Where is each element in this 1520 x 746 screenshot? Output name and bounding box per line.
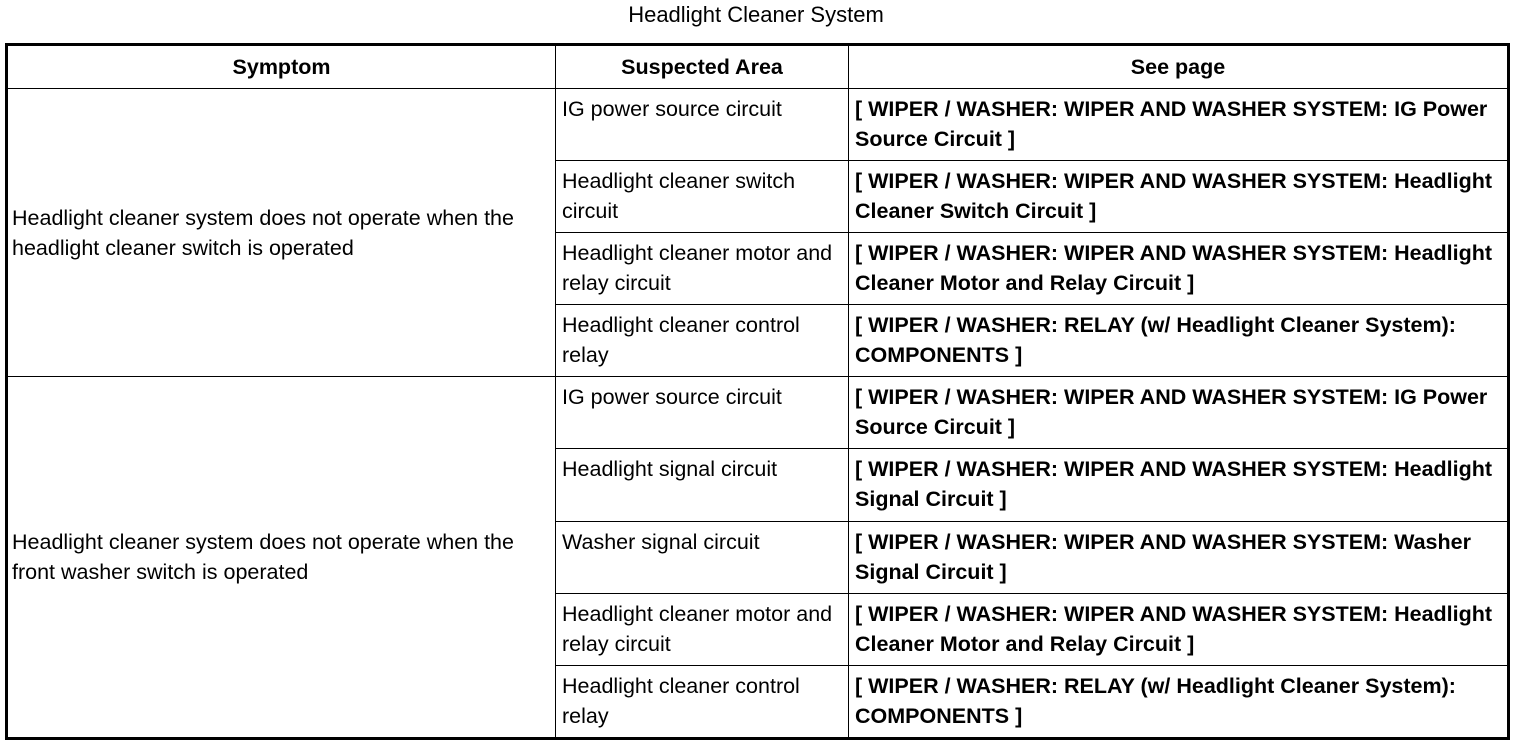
suspected-area-cell: IG power source circuit	[556, 89, 849, 161]
suspected-area-cell: IG power source circuit	[556, 377, 849, 449]
document-title: Headlight Cleaner System	[628, 2, 884, 27]
table-row	[7, 377, 1509, 449]
suspected-area-cell: Headlight signal circuit	[556, 449, 849, 521]
suspected-area-cell: Headlight cleaner control relay	[556, 665, 849, 738]
symptom-cell: Headlight cleaner system does not operate when the headlight cleaner switch is operated	[7, 89, 556, 377]
header-see-page: See page	[849, 45, 1509, 89]
see-page-link[interactable]: [ WIPER / WASHER: RELAY (w/ Headlight Cleaner System): COMPONENTS ]	[849, 305, 1509, 377]
see-page-link[interactable]: [ WIPER / WASHER: WIPER AND WASHER SYSTEM: Headlight Cleaner Switch Circuit ]	[849, 161, 1509, 233]
see-page-link[interactable]: [ WIPER / WASHER: WIPER AND WASHER SYSTEM: Headlight Cleaner Motor and Relay Circuit ]	[849, 233, 1509, 305]
suspected-area-cell: Headlight cleaner motor and relay circuit	[556, 593, 849, 665]
see-page-link[interactable]: [ WIPER / WASHER: WIPER AND WASHER SYSTEM: Headlight Cleaner Motor and Relay Circuit ]	[849, 593, 1509, 665]
header-symptom: Symptom	[7, 45, 556, 89]
suspected-area-cell: Headlight cleaner control relay	[556, 305, 849, 377]
see-page-link[interactable]: [ WIPER / WASHER: WIPER AND WASHER SYSTEM: IG Power Source Circuit ]	[849, 377, 1509, 449]
see-page-link[interactable]: [ WIPER / WASHER: WIPER AND WASHER SYSTEM: IG Power Source Circuit ]	[849, 89, 1509, 161]
see-page-link[interactable]: [ WIPER / WASHER: RELAY (w/ Headlight Cleaner System): COMPONENTS ]	[849, 665, 1509, 738]
troubleshooting-table	[5, 43, 1510, 740]
suspected-area-cell: Headlight cleaner motor and relay circuit	[556, 233, 849, 305]
suspected-area-cell: Washer signal circuit	[556, 521, 849, 593]
table-header-row	[7, 45, 1509, 89]
see-page-link[interactable]: [ WIPER / WASHER: WIPER AND WASHER SYSTEM: Washer Signal Circuit ]	[849, 521, 1509, 593]
symptom-cell: Headlight cleaner system does not operate when the front washer switch is operated	[7, 377, 556, 739]
table-row	[7, 89, 1509, 161]
suspected-area-cell: Headlight cleaner switch circuit	[556, 161, 849, 233]
see-page-link[interactable]: [ WIPER / WASHER: WIPER AND WASHER SYSTEM: Headlight Signal Circuit ]	[849, 449, 1509, 521]
header-suspected-area: Suspected Area	[556, 45, 849, 89]
